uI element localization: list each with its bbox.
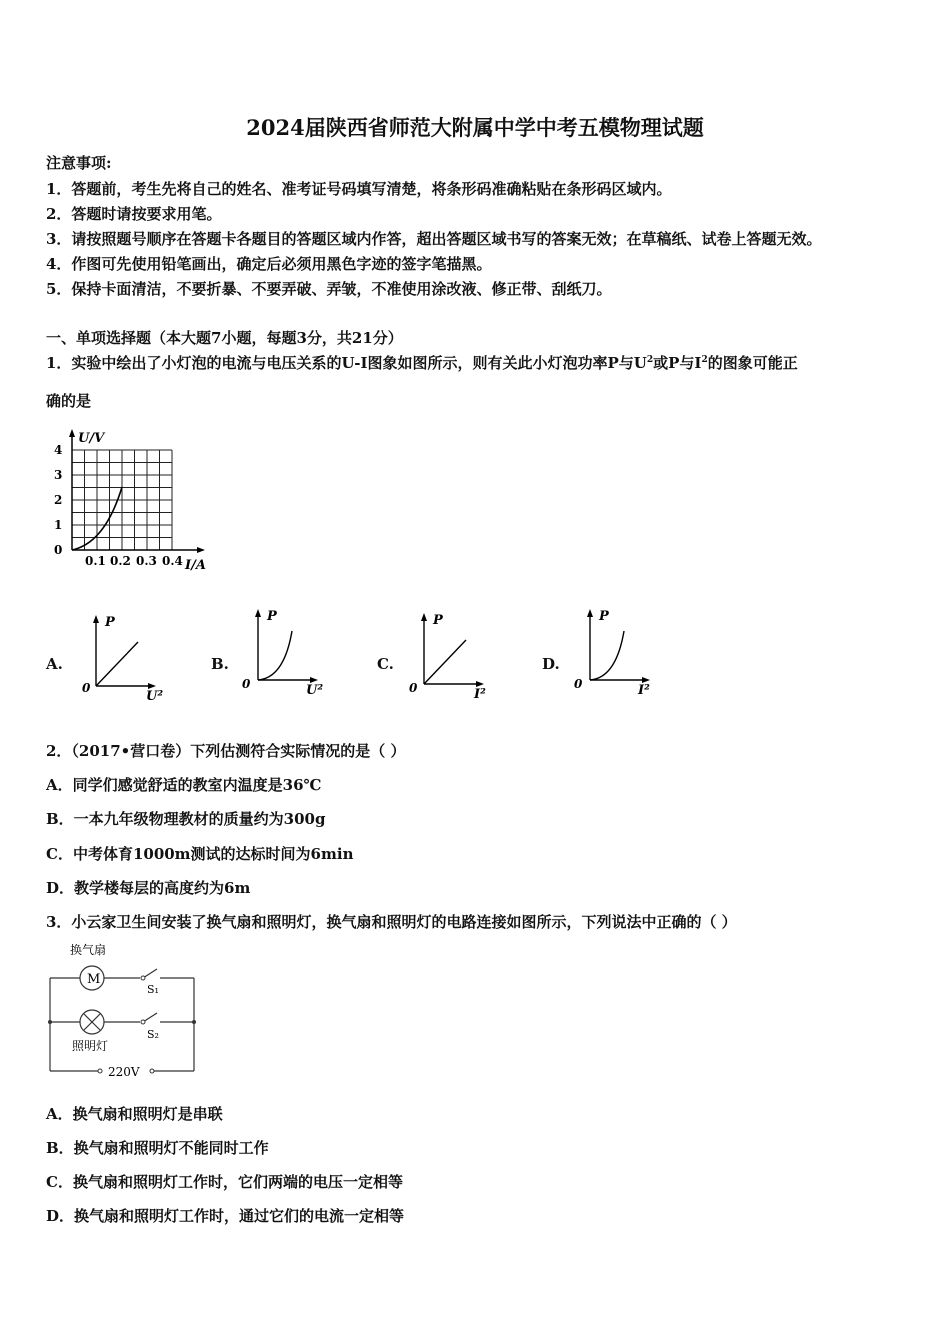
notice-item-5: 5．保持卡面清洁，不要折暴、不要弄破、弄皱，不准使用涂改液、修正带、刮纸刀。 xyxy=(46,280,612,298)
svg-text:0: 0 xyxy=(242,677,251,691)
page-title: 2024届陕西省师范大附属中学中考五模物理试题 xyxy=(246,115,704,140)
ui-graph-ylabel: U/V xyxy=(78,431,105,446)
q1-option-b-letter: B. xyxy=(211,655,229,673)
q3-option-a: A．换气扇和照明灯是串联 xyxy=(46,1105,223,1123)
ui-graph-xtick: 0.4 xyxy=(162,554,183,568)
ui-graph-xtick: 0.2 xyxy=(110,554,131,568)
ui-graph xyxy=(50,425,220,575)
ui-graph-ytick: 0 xyxy=(54,543,63,557)
notice-heading: 注意事项: xyxy=(46,154,112,172)
notice-item-2: 2．答题时请按要求用笔。 xyxy=(46,205,222,223)
ui-graph-xtick: 0.3 xyxy=(136,554,157,568)
option-c-line xyxy=(424,640,466,684)
svg-text:I²: I² xyxy=(474,687,486,702)
ui-graph-ytick: 2 xyxy=(54,493,63,507)
q1-option-d-letter: D. xyxy=(542,655,560,673)
q2-option-b: B．一本九年级物理教材的质量约为300g xyxy=(46,810,326,828)
q3-stem: 3．小云家卫生间安装了换气扇和照明灯，换气扇和照明灯的电路连接如图所示，下列说法中正确的（ ） xyxy=(46,913,737,931)
ui-graph-grid xyxy=(72,450,172,550)
q1-option-d-graph xyxy=(572,606,667,698)
svg-text:0: 0 xyxy=(82,681,91,695)
notice-item-1: 1．答题前，考生先将自己的姓名、准考证号码填写清楚，将条形码准确粘贴在条形码区域内。 xyxy=(46,180,672,198)
svg-text:P: P xyxy=(433,613,443,628)
q1-option-a-letter: A. xyxy=(46,655,63,673)
q1-option-c-graph xyxy=(406,610,501,702)
q3-circuit xyxy=(44,938,204,1083)
notice-item-4: 4．作图可先使用铅笔画出，确定后必须用黑色字迹的签字笔描黑。 xyxy=(46,255,492,273)
notice-item-3: 3．请按照题号顺序在答题卡各题目的答题区域内作答，超出答题区域书写的答案无效；在草稿纸、试卷上答题无效。 xyxy=(46,230,822,248)
q2-option-a: A．同学们感觉舒适的教室内温度是36℃ xyxy=(46,776,322,794)
motor-symbol: M xyxy=(87,972,101,987)
ui-graph-x-arrow xyxy=(197,547,205,553)
svg-text:0: 0 xyxy=(574,677,583,691)
circuit-fan-label: 换气扇 xyxy=(70,943,107,957)
q3-option-d: D．换气扇和照明灯工作时，通过它们的电流一定相等 xyxy=(46,1207,405,1225)
svg-text:P: P xyxy=(105,615,115,630)
svg-text:I²: I² xyxy=(638,683,650,698)
svg-text:0: 0 xyxy=(409,681,418,695)
q3-option-c: C．换气扇和照明灯工作时，它们两端的电压一定相等 xyxy=(46,1173,403,1191)
option-b-curve xyxy=(258,631,292,680)
option-d-curve xyxy=(590,631,624,680)
q2-option-c: C．中考体育1000m测试的达标时间为6min xyxy=(46,845,354,863)
ui-graph-ytick: 3 xyxy=(54,468,63,482)
svg-text:U²: U² xyxy=(146,689,164,704)
ui-graph-xtick: 0.1 xyxy=(85,554,106,568)
option-a-line xyxy=(96,642,138,686)
switch-s1-label: S₁ xyxy=(147,983,159,996)
q1-option-c-letter: C. xyxy=(377,655,394,673)
ui-graph-xlabel: I/A xyxy=(185,558,206,573)
circuit-voltage-label: 220V xyxy=(108,1065,140,1079)
svg-text:P: P xyxy=(267,609,277,624)
ui-graph-y-arrow xyxy=(69,429,75,437)
ui-graph-ytick: 4 xyxy=(54,443,63,457)
q1-stem-line1: 1．实验中绘出了小灯泡的电流与电压关系的U-I图象如图所示，则有关此小灯泡功率P与$U^2$或P与$I^2$的图象可能正 xyxy=(46,354,798,372)
q1-option-b-graph xyxy=(240,606,335,698)
circuit-lamp-label: 照明灯 xyxy=(72,1039,109,1053)
switch-s2-label: S₂ xyxy=(147,1028,159,1041)
q2-option-d: D．教学楼每层的高度约为6m xyxy=(46,879,251,897)
section-heading: 一、单项选择题（本大题7小题，每题3分，共21分） xyxy=(46,329,403,347)
svg-text:P: P xyxy=(599,609,609,624)
ui-graph-ytick: 1 xyxy=(54,518,63,532)
q3-option-b: B．换气扇和照明灯不能同时工作 xyxy=(46,1139,269,1157)
q1-option-a-graph xyxy=(78,612,173,704)
q2-stem: 2．（2017•营口卷）下列估测符合实际情况的是（ ） xyxy=(46,742,406,760)
svg-text:U²: U² xyxy=(306,683,324,698)
q1-stem-line2: 确的是 xyxy=(46,392,92,410)
